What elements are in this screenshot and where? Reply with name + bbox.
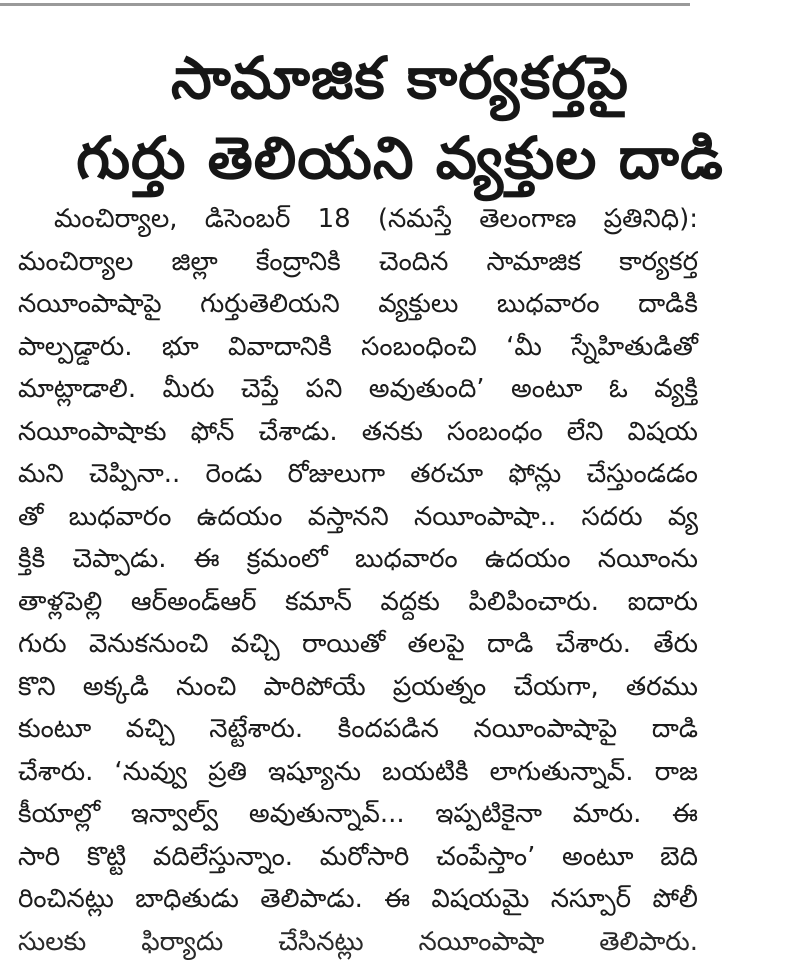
article-body-line: మని చెప్పినా.. రెండు రోజులుగా తరచూ ఫోన్లు చేస్తుండడం <box>18 459 698 489</box>
article-body-line: కీయాల్లో ఇన్వాల్వ్ అవుతున్నావ్... ఇప్పటికైనా మారు. ఈ <box>18 799 698 829</box>
article-dateline: మంచిర్యాల, డిసెంబర్ 18 (నమస్తే తెలంగాణ ప్రతినిధి): <box>54 204 698 234</box>
article-body-line: క్తికి చెప్పాడు. ఈ క్రమంలో బుధవారం ఉదయం నయీంను <box>18 544 698 574</box>
article-body-line: నయీంపాషాకు ఫోన్ చేశాడు. తనకు సంబంధం లేని విషయ <box>18 416 698 447</box>
article-headline <box>0 38 800 198</box>
headline-line-2: గుర్తు తెలియని వ్యక్తుల దాడి <box>76 124 724 192</box>
article-body-line: రించినట్లు బాధితుడు తెలిపాడు. ఈ విషయమై నస్పూర్ పోలీ <box>18 884 698 914</box>
article-body-line: గురు వెనుకనుంచి వచ్చి రాయితో తలపై దాడి చేశారు. తేరు <box>18 629 698 659</box>
article-body-line: తాళ్లపెల్లి ఆర్అండ్ఆర్ కమాన్ వద్దకు పిలిపించారు. ఐదారు <box>18 586 698 617</box>
article-body <box>18 198 698 957</box>
article-body-line: చేశారు. ‘నువ్వు ప్రతి ఇష్యూను బయటికి లాగుతున్నావ్. రాజ <box>18 756 698 787</box>
article-body-line: కొని అక్కడి నుంచి పారిపోయే ప్రయత్నం చేయగా, తరము <box>18 671 698 702</box>
top-divider-rule <box>0 3 690 6</box>
article-body-line: తో బుధవారం ఉదయం వస్తానని నయీంపాషా.. సదరు వ్య <box>18 501 698 532</box>
article-body-line: మాట్లాడాలి. మీరు చెప్తే పని అవుతుంది’ అంటూ ఓ వ్యక్తి <box>18 374 698 404</box>
article-body-line: నయీంపాషాపై గుర్తుతెలియని వ్యక్తులు బుధవారం దాడికి <box>18 289 698 319</box>
article-body-line-truncated: సులకు ఫిర్యాదు చేసినట్లు నయీంపాషా తెలిపారు. <box>18 926 698 957</box>
article-body-line: పాల్పడ్డారు. భూ వివాదానికి సంబంధించి ‘మీ స్నేహితుడితో <box>18 331 698 362</box>
headline-line-1: సామాజిక కార్యకర్తపై <box>170 44 629 112</box>
article-body-line: కుంటూ వచ్చి నెట్టేశారు. కిందపడిన నయీంపాషాపై దాడి <box>18 714 698 744</box>
article-body-line: సారి కొట్టి వదిలేస్తున్నాం. మరోసారి చంపేస్తాం’ అంటూ బెది <box>18 841 698 872</box>
article-body-line: మంచిర్యాల జిల్లా కేంద్రానికి చెందిన సామాజిక కార్యకర్త <box>18 246 698 277</box>
